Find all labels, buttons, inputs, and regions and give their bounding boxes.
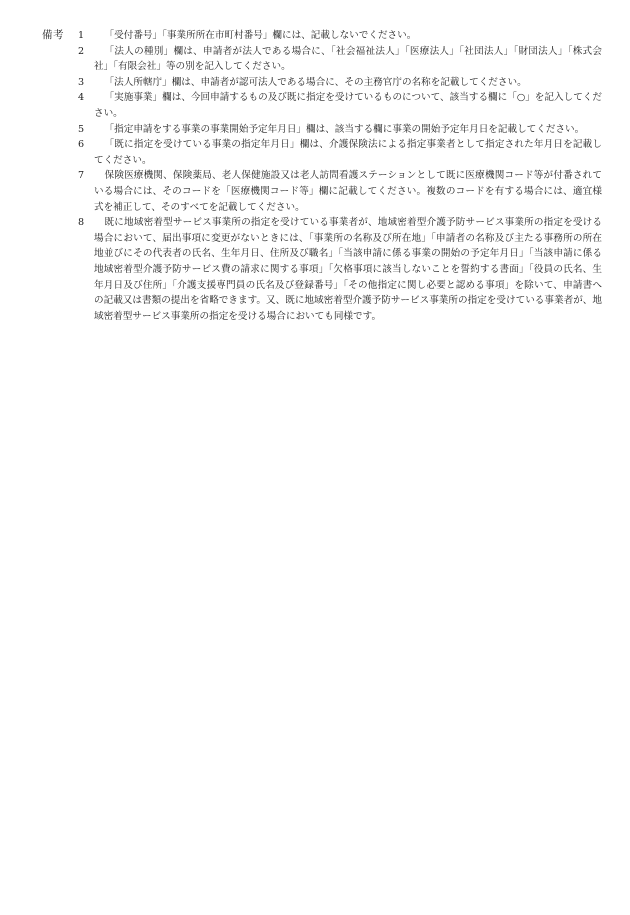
note-text: 「指定申請をする事業の事業開始予定年月日」欄は、該当する欄に事業の開始予定年月日を記載してください。 (104, 123, 585, 135)
note-number: 1 (78, 30, 85, 41)
note-number: 5 (78, 123, 85, 135)
note-text: 「法人所轄庁」欄は、申請者が認可法人である場合に、その主務官庁の名称を記載してください。 (104, 76, 527, 88)
note-number: 8 (78, 217, 85, 229)
note-text: 「受付番号」「事業所所在市町村番号」欄には、記載しないでください。 (104, 30, 417, 41)
note-text: 保険医療機関、保険薬局、老人保健施設又は老人訪問看護ステーションとして既に医療機関コード等が付番されている場合には、そのコードを「医療機関コード等」欄に記載してください。複数のコードを有する場合には、適宜様式を補正して、そのすべてを記載してください。 (94, 170, 602, 213)
note-item (80, 122, 602, 138)
note-number: 7 (78, 170, 85, 182)
note-item (80, 75, 602, 91)
note-number: 6 (78, 139, 85, 151)
note-text: 「既に指定を受けている事業の指定年月日」欄は、介護保険法による指定事業者として指定された年月日を記載してください。 (94, 139, 602, 166)
note-number: 3 (78, 76, 85, 88)
notes-label: 備考 (42, 29, 64, 41)
note-text: 「実施事業」欄は、今回申請するもの及び既に指定を受けているものについて、該当する欄に「○」を記入してください。 (94, 92, 602, 119)
note-item (80, 90, 602, 121)
note-number: 2 (78, 45, 85, 57)
note-item (80, 137, 602, 168)
note-text: 「法人の種別」欄は、申請者が法人である場合に、「社会福祉法人」「医療法人」「社団法人」「財団法人」「株式会社」「有限会社」等の別を記入してください。 (94, 45, 602, 73)
note-item (80, 215, 602, 324)
note-item (80, 168, 602, 215)
note-text: 既に地域密着型サービス事業所の指定を受けている事業者が、地域密着型介護予防サービス事業所の指定を受ける場合において、届出事項に変更がないときには、「事業所の名称及び所在地」「申請者の名称及び主たる事務所の所在地並びにその代表者の氏名、生年月日、住所及び職名」「当該申請に係る事業の開始の予定年月日」「当該申請に係る地域密着型介護予防サービス費の請求に関する事項」「欠格事項に該当しないことを誓約する書面」「役員の氏名、生年月日及び住所」「介護支援専門員の氏名及び登録番号」「その他指定に関し必要と認める事項」を除いて、申請書への記載又は書類の提出を省略できます。又、既に地域密着型介護予防サービス事業所の指定を受けている事業者が、地域密着型サービス事業所の指定を受ける場合においても同様です。 (94, 217, 602, 322)
note-item (80, 44, 602, 75)
note-item (80, 28, 602, 44)
notes-section (42, 28, 602, 324)
note-number: 4 (78, 92, 85, 104)
